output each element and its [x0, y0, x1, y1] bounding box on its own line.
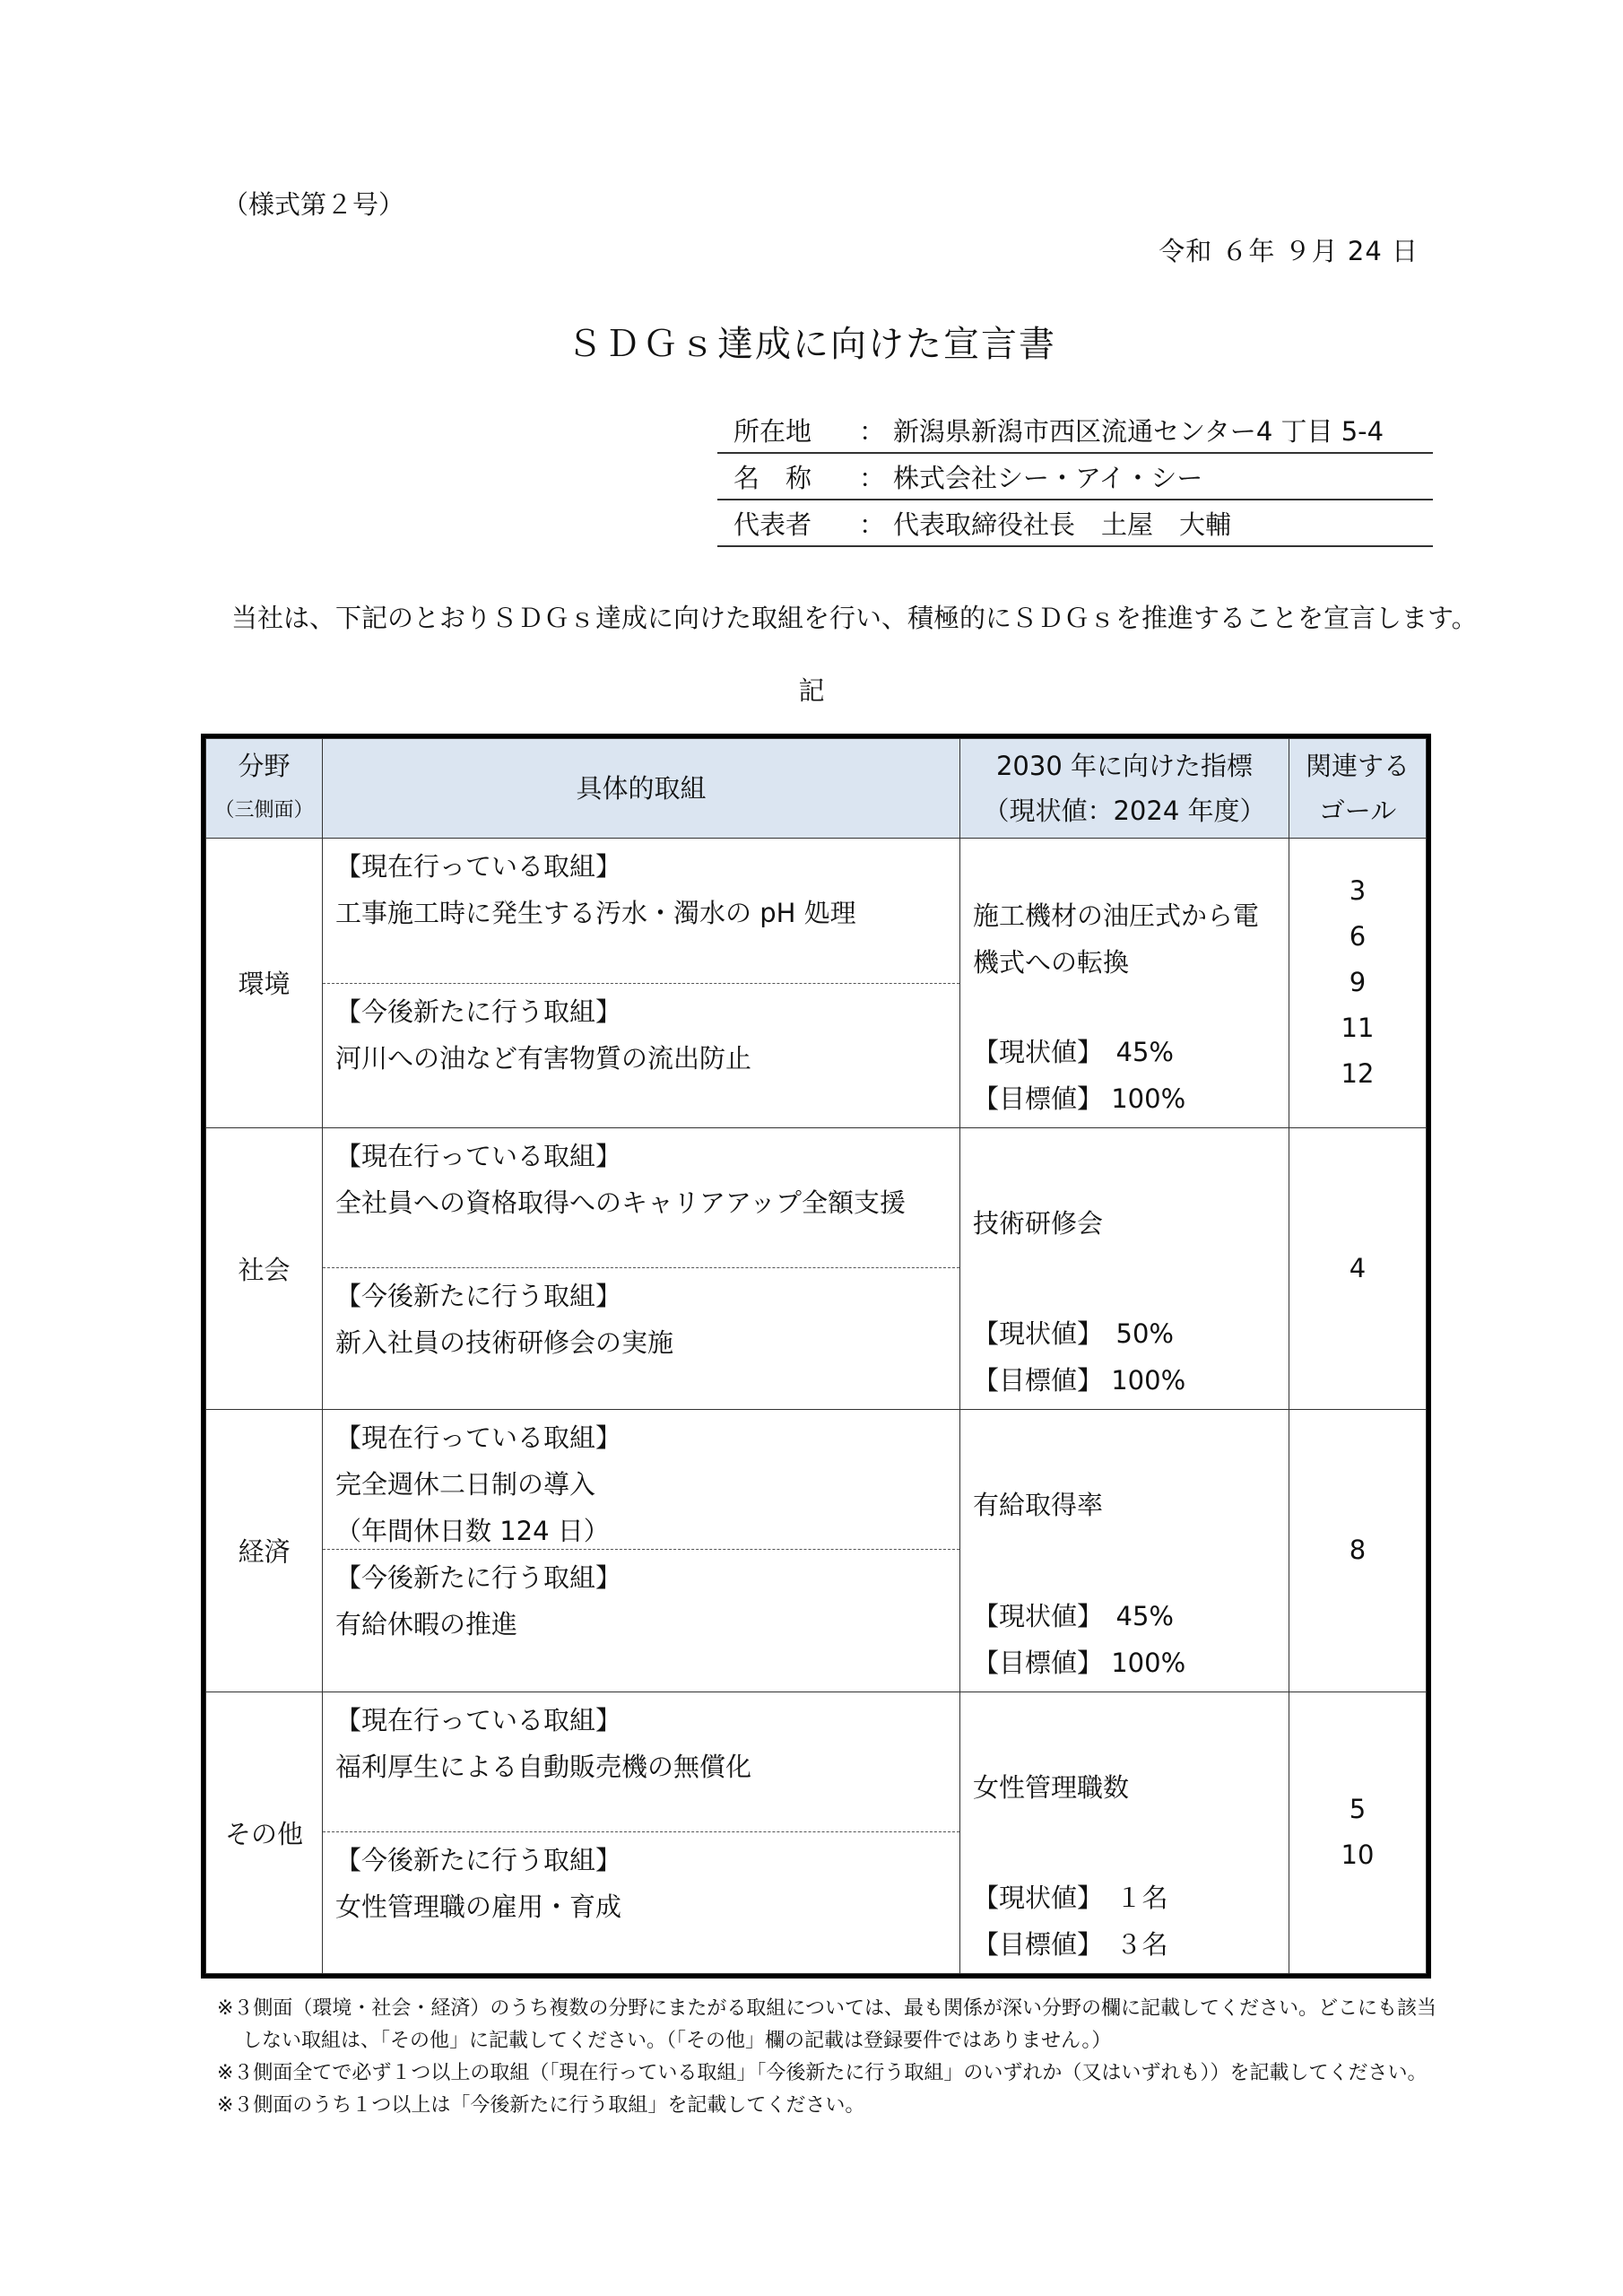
ki-heading: 記 [798, 675, 825, 706]
indicator-values [973, 1029, 1185, 1122]
field-cell: 環境 [206, 839, 323, 1128]
indicator-cell [960, 1692, 1289, 1973]
goal-number: 11 [1341, 1013, 1375, 1044]
goal-number: 4 [1349, 1252, 1367, 1283]
target-value: 【目標値】 100% [973, 1083, 1186, 1114]
indicator-values [973, 1874, 1168, 1968]
table-row [206, 839, 1427, 1128]
goals-cell [1289, 839, 1427, 1128]
indicator-name: 女性管理職数 [973, 1771, 1130, 1803]
field-cell: 社会 [206, 1127, 323, 1409]
indicator-cell [960, 1127, 1289, 1409]
goal-number: 6 [1349, 921, 1367, 952]
current-value: 【現状値】 45% [973, 1036, 1174, 1067]
info-row-name: 名 称 ： 株式会社シー・アイ・シー [717, 454, 1433, 500]
current-value: 【現状値】 45% [973, 1600, 1174, 1631]
new-actions: 【今後新たに行う取組】 有給休暇の推進 [323, 1550, 959, 1648]
target-value: 【目標値】 100% [973, 1365, 1186, 1396]
target-value: 【目標値】 100% [973, 1647, 1186, 1678]
field-cell: 経済 [206, 1410, 323, 1692]
sdgs-table [201, 734, 1431, 1979]
header-field: 分野 （三側面） [206, 739, 323, 839]
actions-cell [323, 839, 960, 1128]
new-actions: 【今後新たに行う取組】 河川への油など有害物質の流出防止 [323, 984, 959, 1082]
indicator-name: 技術研修会 [973, 1207, 1104, 1239]
action-line: 工事施工時に発生する汚水・濁水の pH 処理 [335, 898, 856, 928]
info-value: 株式会社シー・アイ・シー [893, 462, 1203, 493]
new-actions: 【今後新たに行う取組】 新入社員の技術研修会の実施 [323, 1268, 959, 1366]
current-actions: 【現在行っている取組】 完全週休二日制の導入 （年間休日数 124 日） [323, 1410, 959, 1550]
notes [217, 1993, 1436, 2122]
header-indicator: 2030 年に向けた指標 （現状値：2024 年度） [960, 739, 1289, 839]
indicator-values [973, 1593, 1185, 1686]
document-date: 令和 ６年 ９月 24 日 [1159, 236, 1419, 266]
goal-number: 8 [1349, 1535, 1367, 1566]
current-value: 【現状値】 50% [973, 1318, 1174, 1350]
indicator-name: 施工機材の油圧式から電 機式への転換 [973, 900, 1260, 978]
info-label: 名 称 [733, 462, 812, 493]
indicator-cell [960, 839, 1289, 1128]
current-actions: 【現在行っている取組】 福利厚生による自動販売機の無償化 [323, 1692, 959, 1832]
header-goals: 関連する ゴール [1289, 739, 1427, 839]
actions-cell [323, 1127, 960, 1409]
info-row-representative: 代表者 ： 代表取締役社長 土屋 大輔 [717, 500, 1433, 547]
field-cell: その他 [206, 1692, 323, 1973]
note-2: ※３側面全てで必ず１つ以上の取組（「現在行っている取組」「今後新たに行う取組」のいずれか（又はいずれも））を記載してください。 [217, 2062, 1428, 2084]
table-row [206, 1692, 1427, 1973]
goals-cell [1289, 1127, 1427, 1409]
form-number: （様式第２号） [222, 189, 405, 220]
indicator-name: 有給取得率 [973, 1490, 1104, 1521]
action-line: （年間休日数 124 日） [335, 1516, 610, 1547]
current-actions: 【現在行っている取組】 全社員への資格取得へのキャリアアップ全額支援 [323, 1128, 959, 1268]
info-value: 代表取締役社長 土屋 大輔 [893, 509, 1232, 540]
table-row [206, 1127, 1427, 1409]
goal-number: 9 [1349, 967, 1367, 998]
target-value: 【目標値】 ３名 [973, 1929, 1168, 1960]
header-actions: 具体的取組 [323, 739, 960, 839]
current-actions: 【現在行っている取組】 工事施工時に発生する汚水・濁水の pH 処理 [323, 839, 959, 984]
action-line: 女性管理職の雇用・育成 [335, 1891, 622, 1922]
indicator-cell [960, 1410, 1289, 1692]
action-line: 新入社員の技術研修会の実施 [335, 1326, 674, 1358]
page-title: ＳＤＧｓ達成に向けた宣言書 [567, 324, 1056, 365]
company-info [717, 407, 1433, 547]
table-row [206, 1410, 1427, 1692]
note-1: ※３側面（環境・社会・経済）のうち複数の分野にまたがる取組については、最も関係が深い分野の欄に記載してください。どこにも該当しない取組は、「その他」に記載してください。（「その他」欄の記載は登録要件ではありません。） [217, 1997, 1436, 2052]
info-value: 新潟県新潟市西区流通センター4 丁目 5-4 [893, 415, 1384, 447]
table-header-row [206, 739, 1427, 839]
actions-cell [323, 1410, 960, 1692]
action-line: 福利厚生による自動販売機の無償化 [335, 1751, 752, 1782]
note-3: ※３側面のうち１つ以上は「今後新たに行う取組」を記載してください。 [217, 2094, 865, 2117]
action-line: 完全週休二日制の導入 [335, 1469, 596, 1500]
info-label: 所在地 [733, 415, 812, 447]
goals-cell [1289, 1410, 1427, 1692]
info-label: 代表者 [733, 509, 812, 540]
goal-number: 3 [1349, 875, 1367, 907]
action-line: 全社員への資格取得へのキャリアアップ全額支援 [335, 1187, 906, 1218]
action-line: 有給休暇の推進 [335, 1609, 518, 1640]
current-value: 【現状値】 １名 [973, 1883, 1168, 1913]
action-line: 河川への油など有害物質の流出防止 [335, 1043, 752, 1074]
goals-cell [1289, 1692, 1427, 1973]
indicator-values [973, 1310, 1185, 1404]
goal-number: 10 [1341, 1839, 1375, 1871]
info-row-address: 所在地 ： 新潟県新潟市西区流通センター4 丁目 5-4 [717, 407, 1433, 454]
actions-cell [323, 1692, 960, 1973]
goal-number: 12 [1341, 1058, 1375, 1090]
goal-number: 5 [1349, 1794, 1367, 1825]
new-actions: 【今後新たに行う取組】 女性管理職の雇用・育成 [323, 1832, 959, 1930]
declaration-intro: 当社は、下記のとおりＳＤＧｓ達成に向けた取組を行い、積極的にＳＤＧｓを推進することを宣言します。 [231, 603, 1478, 633]
